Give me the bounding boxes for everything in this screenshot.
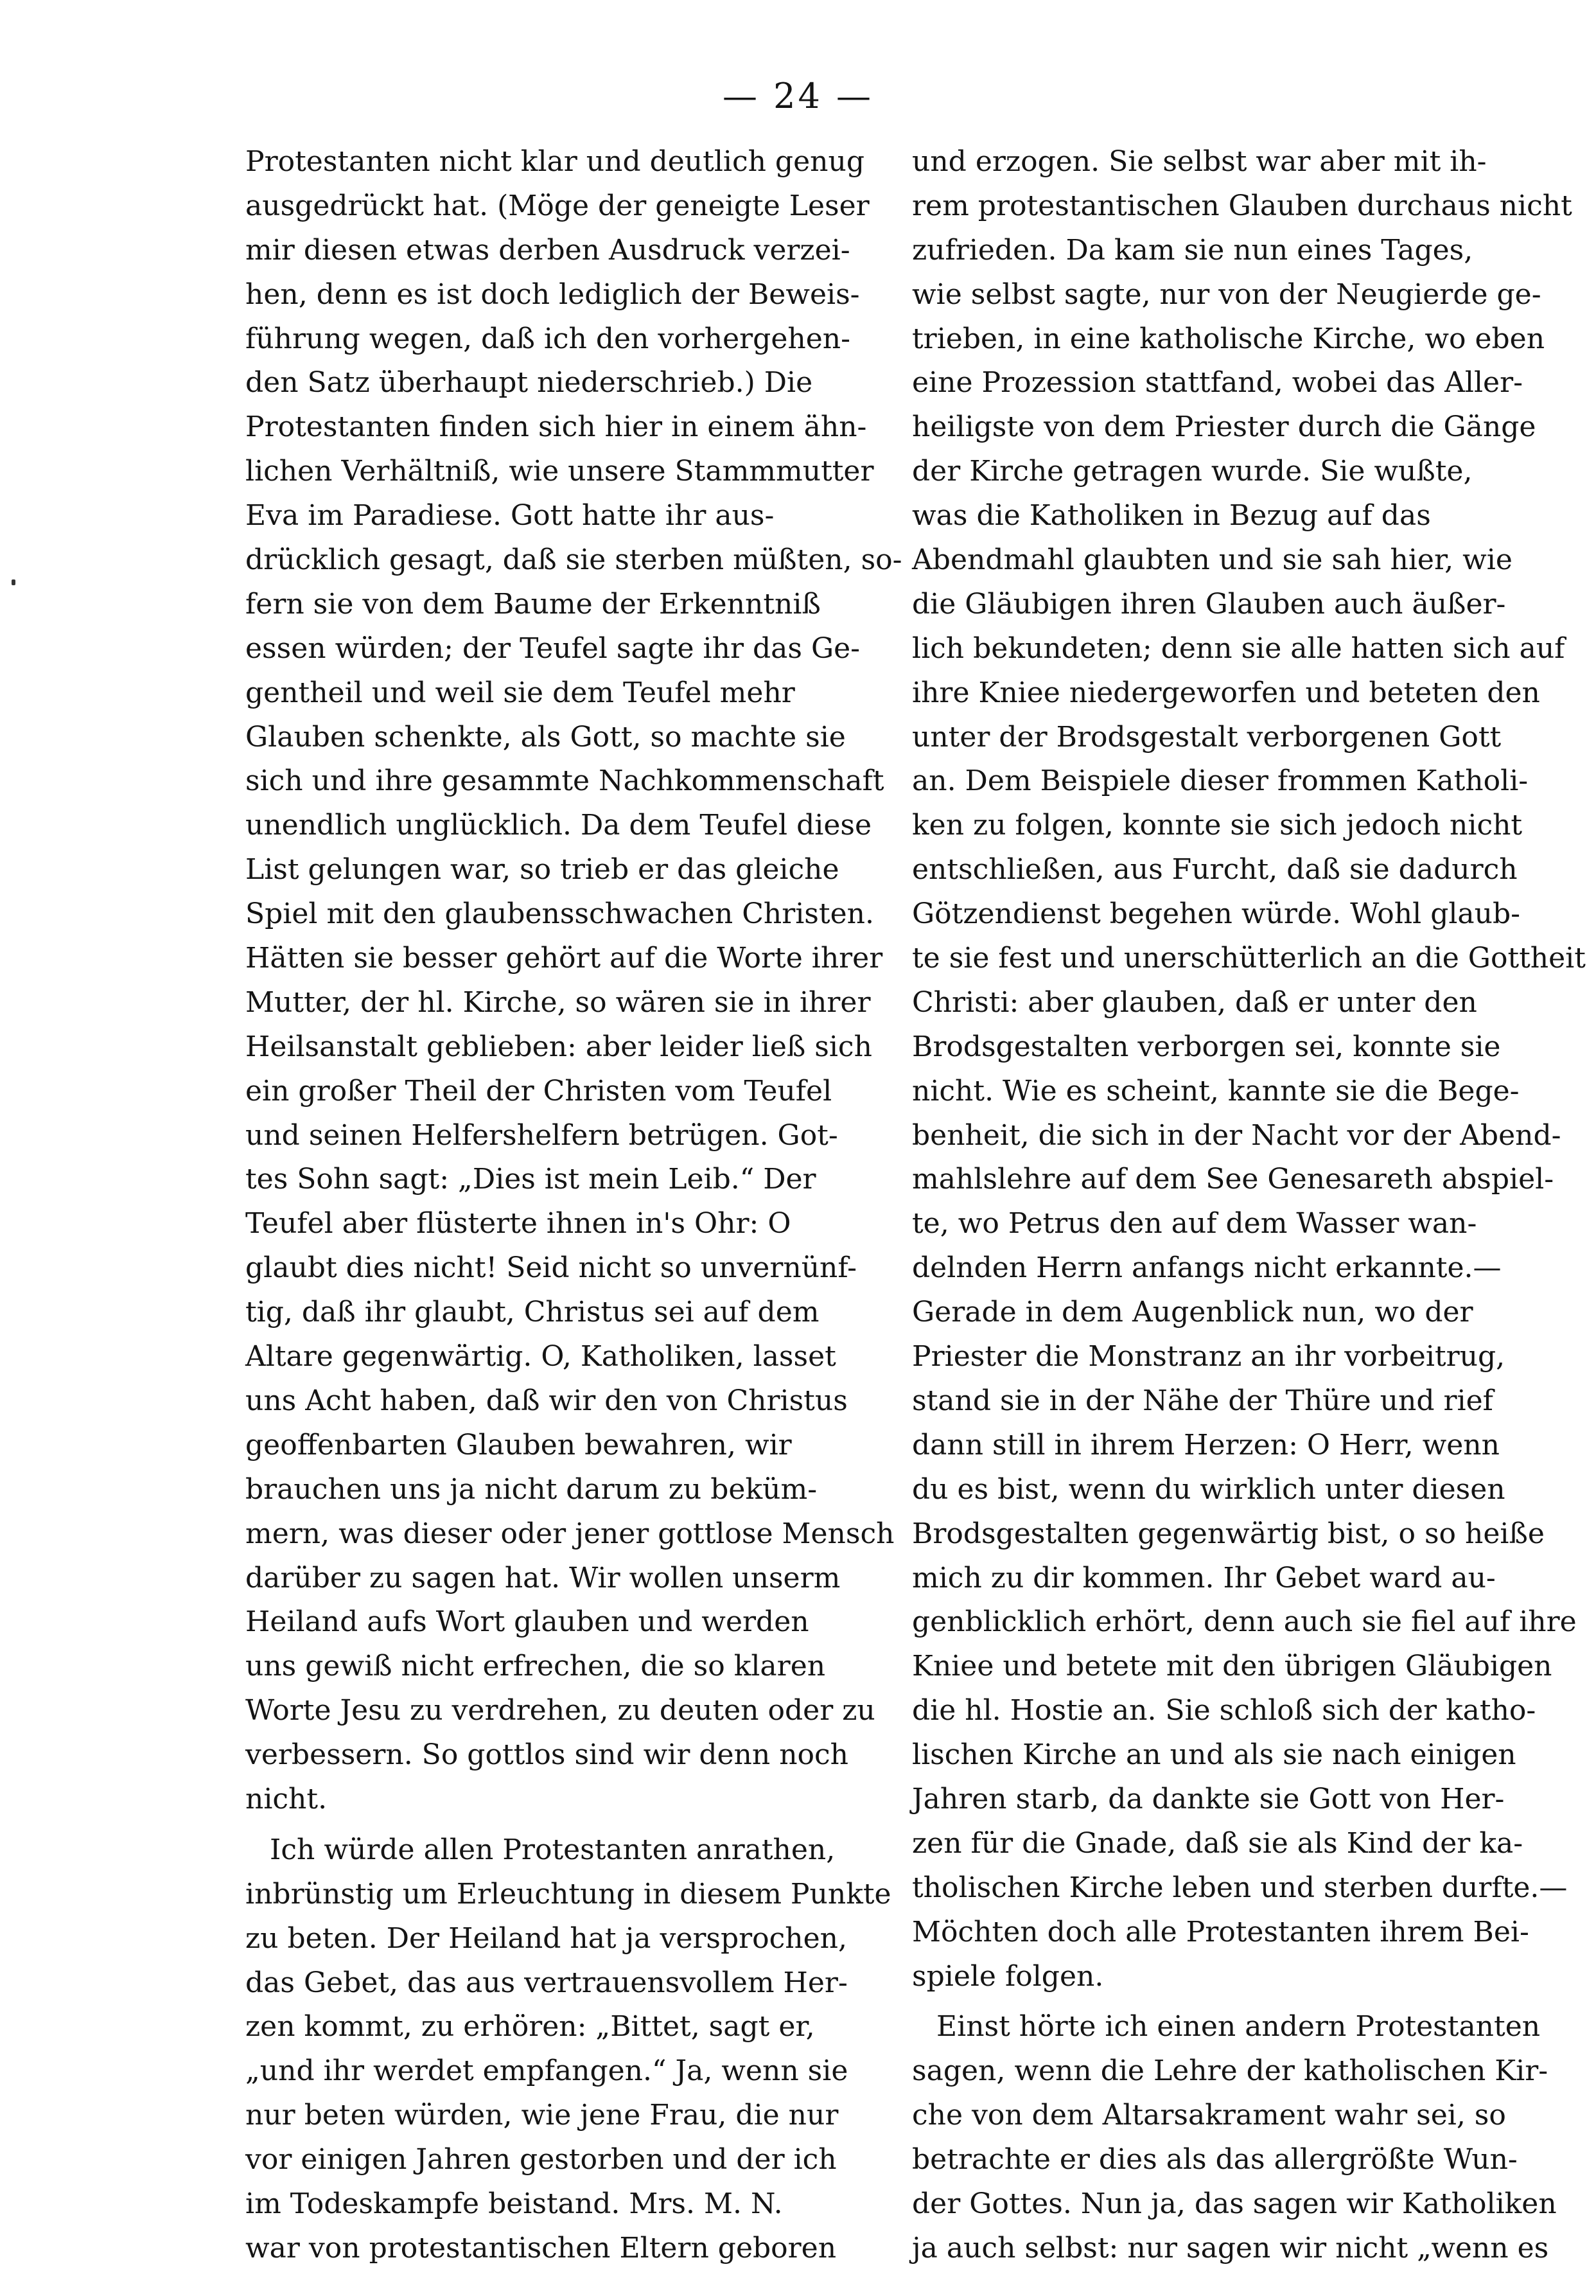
text-line: nur beten würden, wie jene Frau, die nur — [245, 2099, 839, 2132]
text-line: stand sie in der Nähe der Thüre und rief — [912, 1384, 1493, 1417]
text-line: den Satz überhaupt niederschrieb.) Die — [245, 366, 813, 400]
text-line: sagen, wenn die Lehre der katholischen Kir- — [912, 2054, 1548, 2088]
text-line: tig, daß ihr glaubt, Christus sei auf dem — [245, 1296, 820, 1329]
text-line: ein großer Theil der Christen vom Teufel — [245, 1074, 832, 1108]
text-line: wie selbst sagte, nur von der Neugierde ge- — [912, 278, 1541, 311]
text-line: tes Sohn sagt: „Dies ist mein Leib.“ Der — [245, 1163, 816, 1196]
text-line: nicht. — [245, 1782, 328, 1815]
text-line: inbrünstig um Erleuchtung in diesem Punkte — [245, 1877, 891, 1911]
text-line: Jahren starb, da dankte sie Gott von Her- — [912, 1782, 1505, 1815]
text-line: entschließen, aus Furcht, daß sie dadurch — [912, 853, 1518, 887]
text-line: sich und ihre gesammte Nachkommenschaft — [245, 764, 884, 798]
text-line: Brodsgestalten verborgen sei, konnte sie — [912, 1030, 1501, 1063]
text-line: fern sie von dem Baume der Erkenntniß — [245, 587, 821, 621]
text-line: Abendmahl glaubten und sie sah hier, wie — [912, 543, 1513, 577]
text-line: Teufel aber flüsterte ihnen in's Ohr: O — [245, 1207, 791, 1241]
text-line: an. Dem Beispiele dieser frommen Katholi- — [912, 764, 1529, 798]
text-line: die Gläubigen ihren Glauben auch äußer- — [912, 587, 1506, 621]
text-line: te, wo Petrus den auf dem Wasser wan- — [912, 1207, 1477, 1241]
text-line: Mutter, der hl. Kirche, so wären sie in ihrer — [245, 985, 871, 1019]
text-line: essen würden; der Teufel sagte ihr das Ge- — [245, 631, 860, 665]
text-line: Spiel mit den glaubensschwachen Christen. — [245, 897, 874, 931]
text-line: Kniee und betete mit den übrigen Gläubigen — [912, 1650, 1552, 1683]
paragraph-gap — [245, 1822, 881, 1828]
text-line: benheit, die sich in der Nacht vor der Abend- — [912, 1118, 1561, 1152]
text-line: mern, was dieser oder jener gottlose Mensch — [245, 1517, 895, 1550]
text-line: im Todeskampfe beistand. Mrs. M. N. — [245, 2187, 783, 2220]
text-line: lichen Verhältniß, wie unsere Stammmutter — [245, 455, 874, 488]
text-line: Worte Jesu zu verdrehen, zu deuten oder zu — [245, 1694, 875, 1727]
text-line: war von protestantischen Eltern geboren — [245, 2231, 837, 2265]
text-line: dann still in ihrem Herzen: O Herr, wenn — [912, 1428, 1500, 1461]
text-line: zen kommt, zu erhören: „Bittet, sagt er, — [245, 2010, 815, 2044]
text-line: unter der Brodsgestalt verborgenen Gott — [912, 720, 1502, 754]
text-line: zen für die Gnade, daß sie als Kind der ka- — [912, 1826, 1523, 1860]
text-line: Möchten doch alle Protestanten ihrem Bei- — [912, 1915, 1529, 1948]
text-line: geoffenbarten Glauben bewahren, wir — [245, 1428, 792, 1461]
text-line: vor einigen Jahren gestorben und der ich — [245, 2143, 837, 2177]
paragraph-gap — [912, 1999, 1562, 2005]
text-line: zu beten. Der Heiland hat ja versprochen, — [245, 1921, 847, 1955]
text-line: Altare gegenwärtig. O, Katholiken, lasset — [245, 1340, 836, 1373]
text-line: hen, denn es ist doch lediglich der Beweis- — [245, 278, 860, 311]
text-line: lischen Kirche an und als sie nach einigen — [912, 1738, 1516, 1772]
text-line: trieben, in eine katholische Kirche, wo eben — [912, 322, 1545, 355]
text-line: der Kirche getragen wurde. Sie wußte, — [912, 455, 1473, 488]
text-line: tholischen Kirche leben und sterben durfte.— — [912, 1871, 1568, 1904]
text-line: Hätten sie besser gehört auf die Worte ihrer — [245, 942, 883, 975]
text-line: eine Prozession stattfand, wobei das Aller- — [912, 366, 1523, 400]
text-line: Eva im Paradiese. Gott hatte ihr aus- — [245, 499, 775, 533]
text-line: brauchen uns ja nicht darum zu beküm- — [245, 1472, 818, 1506]
left-column — [245, 140, 902, 2271]
text-line: mir diesen etwas derben Ausdruck verzei- — [245, 233, 850, 267]
text-line: Götzendienst begehen würde. Wohl glaub- — [912, 897, 1521, 931]
text-line: delnden Herrn anfangs nicht erkannte.— — [912, 1251, 1502, 1285]
text-line: verbessern. So gottlos sind wir denn noch — [245, 1738, 849, 1772]
text-line: lich bekundeten; denn sie alle hatten sich auf — [912, 631, 1565, 665]
text-line: Protestanten nicht klar und deutlich genug — [245, 145, 864, 178]
text-line: Heiland aufs Wort glauben und werden — [245, 1605, 809, 1639]
text-line: drücklich gesagt, daß sie sterben müßten, so- — [245, 543, 902, 577]
text-line: und erzogen. Sie selbst war aber mit ih- — [912, 145, 1487, 178]
text-line: Gerade in dem Augenblick nun, wo der — [912, 1296, 1473, 1329]
text-line: glaubt dies nicht! Seid nicht so unvernünf- — [245, 1251, 857, 1285]
text-line: uns Acht haben, daß wir den von Christus — [245, 1384, 848, 1417]
text-line: Einst hörte ich einen andern Protestanten — [936, 2010, 1541, 2044]
text-line: mich zu dir kommen. Ihr Gebet ward au- — [912, 1561, 1496, 1594]
text-line: führung wegen, daß ich den vorhergehen- — [245, 322, 850, 355]
text-line: Heilsanstalt geblieben: aber leider ließ sich — [245, 1030, 872, 1063]
text-line: Ich würde allen Protestanten anrathen, — [270, 1833, 836, 1866]
text-line: rem protestantischen Glauben durchaus nicht — [912, 189, 1572, 222]
right-column — [912, 140, 1586, 2271]
text-line: darüber zu sagen hat. Wir wollen unserm — [245, 1561, 841, 1594]
text-line: Brodsgestalten gegenwärtig bist, o so heiße — [912, 1517, 1545, 1550]
text-line: List gelungen war, so trieb er das gleiche — [245, 853, 839, 887]
text-line: ken zu folgen, konnte sie sich jedoch nicht — [912, 809, 1523, 842]
text-line: Christi: aber glauben, daß er unter den — [912, 985, 1477, 1019]
text-line: che von dem Altarsakrament wahr sei, so — [912, 2099, 1506, 2132]
text-line: te sie fest und unerschütterlich an die Gottheit — [912, 942, 1586, 975]
text-line: heiligste von dem Priester durch die Gänge — [912, 411, 1536, 444]
text-line: zufrieden. Da kam sie nun eines Tages, — [912, 233, 1473, 267]
text-line: „und ihr werdet empfangen.“ Ja, wenn sie — [245, 2054, 848, 2088]
text-line: ja auch selbst: nur sagen wir nicht „wenn es — [912, 2231, 1549, 2265]
text-line: die hl. Hostie an. Sie schloß sich der katho- — [912, 1694, 1536, 1727]
text-line: betrachte er dies als das allergrößte Wun- — [912, 2143, 1518, 2177]
text-line: Protestanten finden sich hier in einem ähn- — [245, 411, 867, 444]
text-line: uns gewiß nicht erfrechen, die so klaren — [245, 1650, 826, 1683]
text-line: mahlslehre auf dem See Genesareth abspiel- — [912, 1163, 1554, 1196]
text-line: das Gebet, das aus vertrauensvollem Her- — [245, 1966, 848, 1999]
text-line: du es bist, wenn du wirklich unter diesen — [912, 1472, 1505, 1506]
text-line: unendlich unglücklich. Da dem Teufel diese — [245, 809, 872, 842]
text-line: ausgedrückt hat. (Möge der geneigte Leser — [245, 189, 870, 222]
text-line: der Gottes. Nun ja, das sagen wir Katholiken — [912, 2187, 1557, 2220]
text-line: und seinen Helfershelfern betrügen. Got- — [245, 1118, 838, 1152]
page-number: — 24 — — [722, 76, 874, 116]
text-line: was die Katholiken in Bezug auf das — [912, 499, 1431, 533]
text-line: genblicklich erhört, denn auch sie fiel auf ihre — [912, 1605, 1577, 1639]
ink-speck — [12, 579, 15, 585]
text-line: gentheil und weil sie dem Teufel mehr — [245, 676, 795, 709]
text-line: Priester die Monstranz an ihr vorbeitrug, — [912, 1340, 1505, 1373]
text-line: Glauben schenkte, als Gott, so machte sie — [245, 720, 846, 754]
text-line: ihre Kniee niedergeworfen und beteten den — [912, 676, 1540, 709]
text-line: nicht. Wie es scheint, kannte sie die Bege- — [912, 1074, 1520, 1108]
text-line: spiele folgen. — [912, 1959, 1104, 1993]
